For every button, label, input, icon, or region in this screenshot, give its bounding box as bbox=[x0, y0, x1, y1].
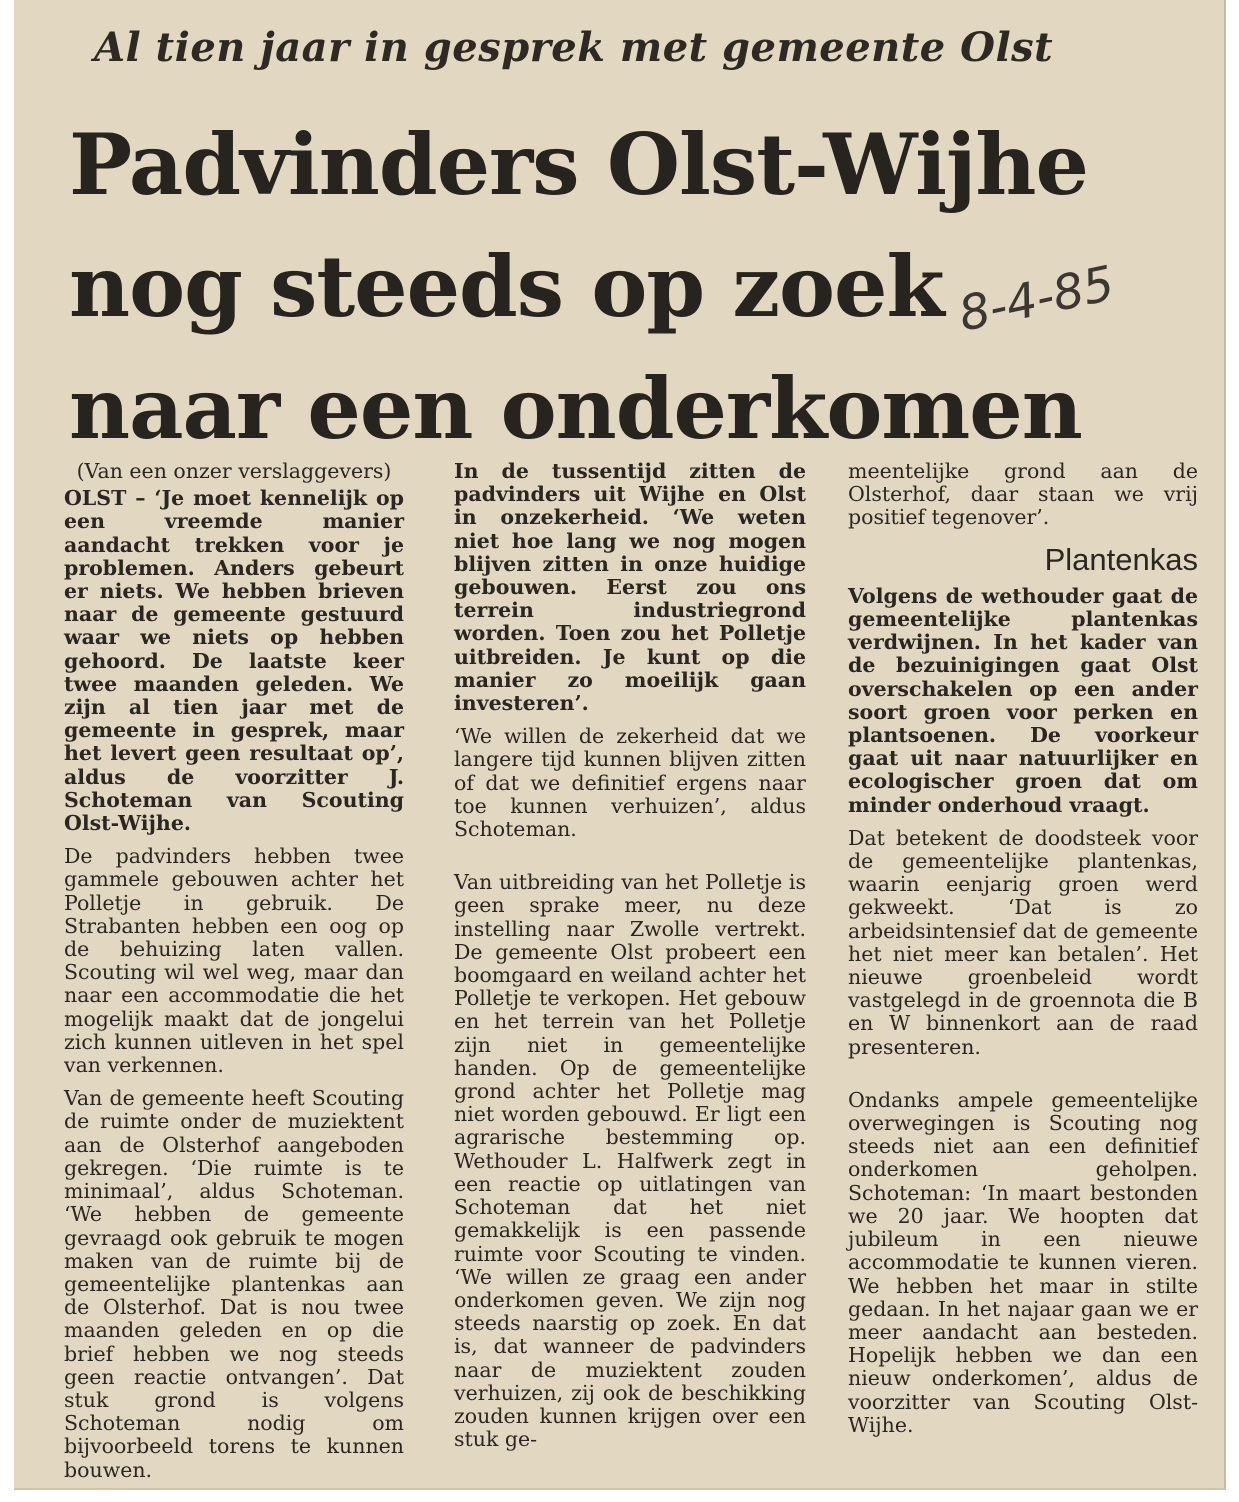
article-column-3 bbox=[848, 460, 1198, 1447]
paragraph: Volgens de wethouder gaat de gemeentelijke plantenkas verdwijnen. In het kader van de bezuinigingen gaat Olst overschakelen op een ander soort groen voor perken en plantsoenen. De voorkeur gaat uit naar natuurlijker en ecologischer groen dat om minder onderhoud vraagt. bbox=[848, 583, 1198, 817]
headline-line-2: nog steeds op zoek bbox=[69, 237, 944, 336]
kicker: Al tien jaar in gesprek met gemeente Olst bbox=[94, 24, 1054, 71]
lead-paragraph: OLST – ‘Je moet kennelijk op een vreemde manier aandacht trekken voor je problemen. Anders gebeurt er niets. We hebben brieven naar de gemeente gestuurd waar we niets op hebben gehoord. De laatste keer twee maanden geleden. We zijn al tien jaar met de gemeente in gesprek, maar het levert geen resultaat op’, aldus de voorzitter J. Schoteman van Scouting Olst-Wijhe. bbox=[64, 486, 404, 836]
paragraph: Ondanks ampele gemeentelijke overwegingen is Scouting nog steeds niet aan een definitief onderkomen geholpen. Schoteman: ‘In maart bestonden we 20 jaar. We hoopten dat jubileum in een nieuwe accommodatie te kunnen vieren. We hebben het maar in stilte gedaan. In het najaar gaan we er meer aandacht aan besteden. Hopelijk hebben we dan een nieuw onderkomen’, aldus de voorzitter van Scouting Olst-Wijhe. bbox=[848, 1087, 1198, 1437]
article-column-1 bbox=[64, 460, 404, 1490]
handwritten-date: 8-4-85 bbox=[954, 255, 1120, 343]
headline-line-1: Padvinders Olst-Wijhe bbox=[69, 115, 1088, 214]
byline: (Van een onzer verslaggevers) bbox=[76, 459, 392, 483]
paragraph: meentelijke grond aan de Olsterhof, daar staan we vrij positief tegenover’. bbox=[848, 459, 1198, 530]
newspaper-clipping bbox=[14, 0, 1226, 1490]
paragraph: ‘We willen de zekerheid dat we langere tijd kunnen blijven zitten of dat we definitief ergens naar toe kunnen verhuizen’, aldus Schoteman. bbox=[454, 724, 806, 842]
paragraph: In de tussentijd zitten de padvinders uit Wijhe en Olst in onzekerheid. ‘We weten niet hoe lang we nog mogen blijven zitten in onze huidige gebouwen. Eerst zou ons terrein industriegrond worden. Toen zou het Polletje uitbreiden. Je kunt op die manier zo moeilijk gaan investeren’. bbox=[454, 459, 806, 716]
paragraph: Van uitbreiding van het Polletje is geen sprake meer, nu deze instelling naar Zwolle vertrekt. De gemeente Olst probeert een boomgaard en weiland achter het Polletje te verkopen. Het gebouw en het terrein van het Polletje zijn niet in gemeentelijke handen. Op de gemeentelijke grond achter het Polletje mag niet worden gebouwd. Er ligt een agrarische bestemming op. Wethouder L. Halfwerk zegt in een reactie op uitlatingen van Schoteman dat het niet gemakkelijk is een passende ruimte voor Scouting te vinden. ‘We willen ze graag een ander onderkomen geven. We zijn nog steeds naarstig op zoek. En dat is, dat wanneer de padvinders naar de muziektent zouden verhuizen, zij ook de beschikking zouden kunnen krijgen over een stuk ge- bbox=[454, 870, 806, 1452]
paragraph: Dat betekent de doodsteek voor de gemeentelijke plantenkas, waarin eenjarig groen werd gekweekt. ‘Dat is zo arbeidsintensief dat de gemeente het niet meer kan betalen’. Het nieuwe groenbeleid wordt vastgelegd in de groennota die B en W binnenkort aan de raad presenteren. bbox=[848, 825, 1198, 1059]
subheading: Plantenkas bbox=[1044, 541, 1198, 577]
paragraph: De padvinders hebben twee gammele gebouwen achter het Polletje in gebruik. De Strabanten hebben een oog op de behuizing laten vallen. Scouting wil wel weg, maar dan naar een accommodatie die het mogelijk maakt dat de jongelui zich kunnen uitleven in het spel van verkennen. bbox=[64, 844, 404, 1078]
headline-line-3: naar een onderkomen bbox=[69, 359, 1082, 458]
paragraph: Van de gemeente heeft Scouting de ruimte onder de muziektent aan de Olsterhof aangeboden gekregen. ‘Die ruimte is te minimaal’, aldus Schoteman. ‘We hebben de gemeente gevraagd ook gebruik te mogen maken van de ruimte bij de gemeentelijke plantenkas aan de Olsterhof. Dat is nou twee maanden geleden en op die brief hebben we nog steeds geen reactie ontvangen’. Dat stuk grond is volgens Schoteman nodig om bijvoorbeeld torens te kunnen bouwen. bbox=[64, 1086, 404, 1482]
article-column-2 bbox=[454, 460, 806, 1461]
